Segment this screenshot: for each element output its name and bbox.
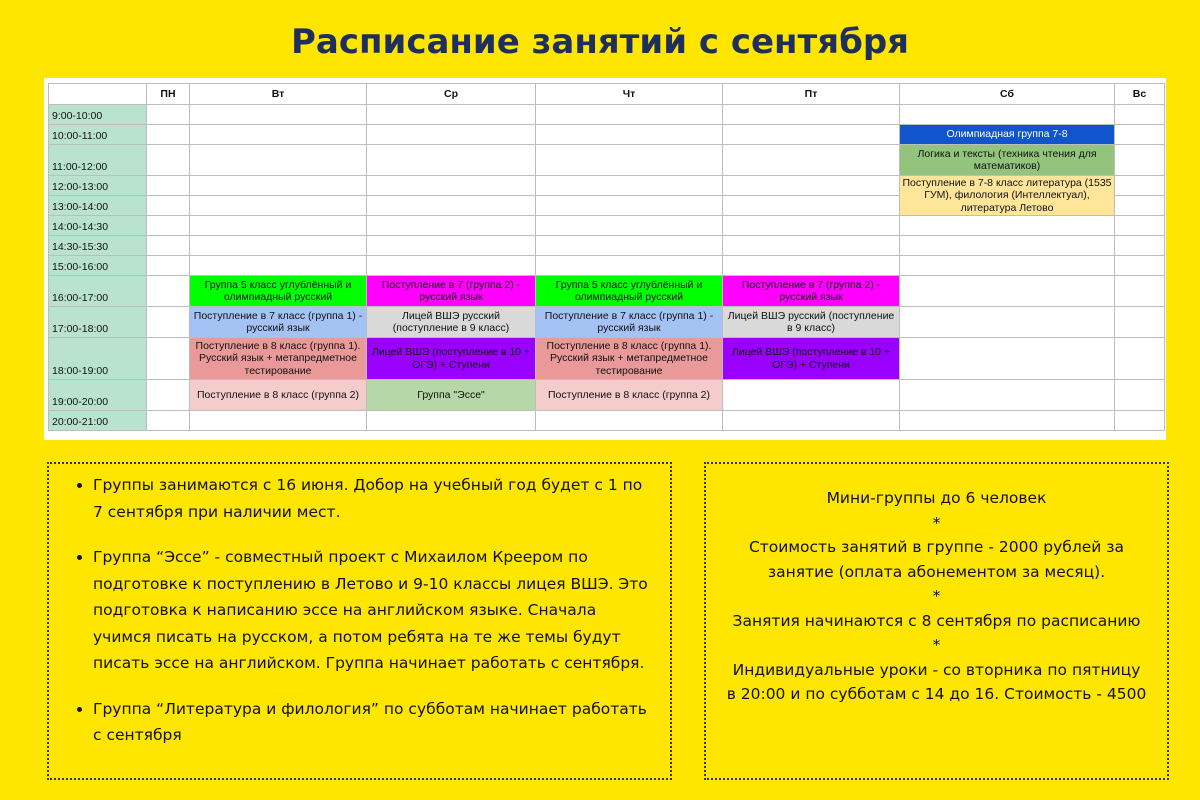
separator-star: * [932,513,941,532]
class-cell-fri-hse-grade10: Лицей ВШЭ (поступление в 10 + ОГЭ) + Ступени [723,338,900,380]
day-header-fri: Пт [723,84,900,105]
day-header-sat: Сб [900,84,1115,105]
separator-star: * [932,636,941,654]
info-individual-lessons: Индивидуальные уроки - со вторника по пятницу в 20:00 и по субботам с 14 до 16. Стоимость - 4500 [726,660,1147,703]
time-slot: 17:00-18:00 [49,307,147,338]
time-row [49,176,1165,196]
info-start-date: Занятия начинаются с 8 сентября по расписанию [732,611,1141,630]
time-slot: 14:00-14:30 [49,216,147,236]
time-slot: 16:00-17:00 [49,276,147,307]
class-cell-fri-hse-grade9: Лицей ВШЭ русский (поступление в 9 класс) [723,307,900,338]
time-row [49,256,1165,276]
class-cell-tue-grade7-group1: Поступление в 7 класс (группа 1) - русский язык [190,307,367,338]
time-slot: 18:00-19:00 [49,338,147,380]
time-row [49,276,1165,307]
class-cell-thu-grade8-group2: Поступление в 8 класс (группа 2) [536,380,723,411]
time-slot: 15:00-16:00 [49,256,147,276]
class-cell-thu-grade8-group1: Поступление в 8 класс (группа 1). Русский язык + метапредметное тестирование [536,338,723,380]
class-cell-sat-logic: Логика и тексты (техника чтения для математиков) [900,145,1115,176]
time-row [49,105,1165,125]
notes-list [49,464,670,749]
class-cell-fri-grade7-group2: Поступление в 7 (группа 2) - русский язык [723,276,900,307]
schedule-table-panel [44,78,1166,440]
note-item: • Группа “Эссе” - совместный проект с Михаилом Креером по подготовке к поступлению в Летово и 9-10 классы лицея ВШЭ. Это подготовка к написанию эссе на английском языке. Сначала учимся писать на русском, а потом ребята на те же темы будут писать эссе на английском. Группа начинает работать с сентября. [93,544,656,677]
separator-star: * [932,587,941,605]
time-slot: 11:00-12:00 [49,145,147,176]
time-row [49,380,1165,411]
header-corner [49,84,147,105]
class-cell-tue-grade5: Группа 5 класс углублённый и олимпиадный русский [190,276,367,307]
class-cell-thu-grade7-group1: Поступление в 7 класс (группа 1) - русский язык [536,307,723,338]
class-cell-wed-hse-grade9: Лицей ВШЭ русский (поступление в 9 класс) [367,307,536,338]
class-cell-wed-hse-grade10: Лицей ВШЭ (поступление в 10 + ОГЭ) + Ступени [367,338,536,380]
time-row [49,411,1165,431]
time-slot: 10:00-11:00 [49,125,147,145]
time-row [49,307,1165,338]
time-row [49,236,1165,256]
time-slot: 20:00-21:00 [49,411,147,431]
time-row [49,125,1165,145]
day-header-wed: Ср [367,84,536,105]
info-price: Стоимость занятий в группе - 2000 рублей за занятие (оплата абонементом за месяц). [748,538,1125,581]
info-box [704,462,1169,780]
class-cell-thu-grade5: Группа 5 класс углублённый и олимпиадный русский [536,276,723,307]
time-slot: 13:00-14:00 [49,196,147,216]
info-group-size: Мини-группы до 6 человек [826,489,1047,507]
day-header-sun: Вс [1115,84,1165,105]
class-cell-tue-grade8-group2: Поступление в 8 класс (группа 2) [190,380,367,411]
class-cell-wed-essay: Группа "Эссе" [367,380,536,411]
class-cell-sat-olympiad: Олимпиадная группа 7-8 [900,125,1115,145]
header-row [49,84,1165,105]
time-row [49,216,1165,236]
time-slot: 14:30-15:30 [49,236,147,256]
note-item: • Группы занимаются с 16 июня. Добор на учебный год будет с 1 по 7 сентября при наличии мест. [93,472,656,525]
class-cell-wed-grade7-group2: Поступление в 7 (группа 2) - русский язык [367,276,536,307]
class-cell-sat-literature: Поступление в 7-8 класс литература (1535 ГУМ), филология (Интеллектуал), литература Летово [900,176,1115,216]
day-header-mon: ПН [147,84,190,105]
day-header-tue: Вт [190,84,367,105]
class-cell-tue-grade8-group1: Поступление в 8 класс (группа 1). Русский язык + метапредметное тестирование [190,338,367,380]
notes-box [47,462,672,780]
page-title: Расписание занятий с сентября [291,22,909,62]
time-slot: 12:00-13:00 [49,176,147,196]
day-header-thu: Чт [536,84,723,105]
time-row [49,338,1165,380]
schedule-table [48,83,1165,431]
time-slot: 9:00-10:00 [49,105,147,125]
time-slot: 19:00-20:00 [49,380,147,411]
time-row [49,145,1165,176]
note-item: • Группа “Литература и филология” по субботам начинает работать с сентября [93,696,656,749]
